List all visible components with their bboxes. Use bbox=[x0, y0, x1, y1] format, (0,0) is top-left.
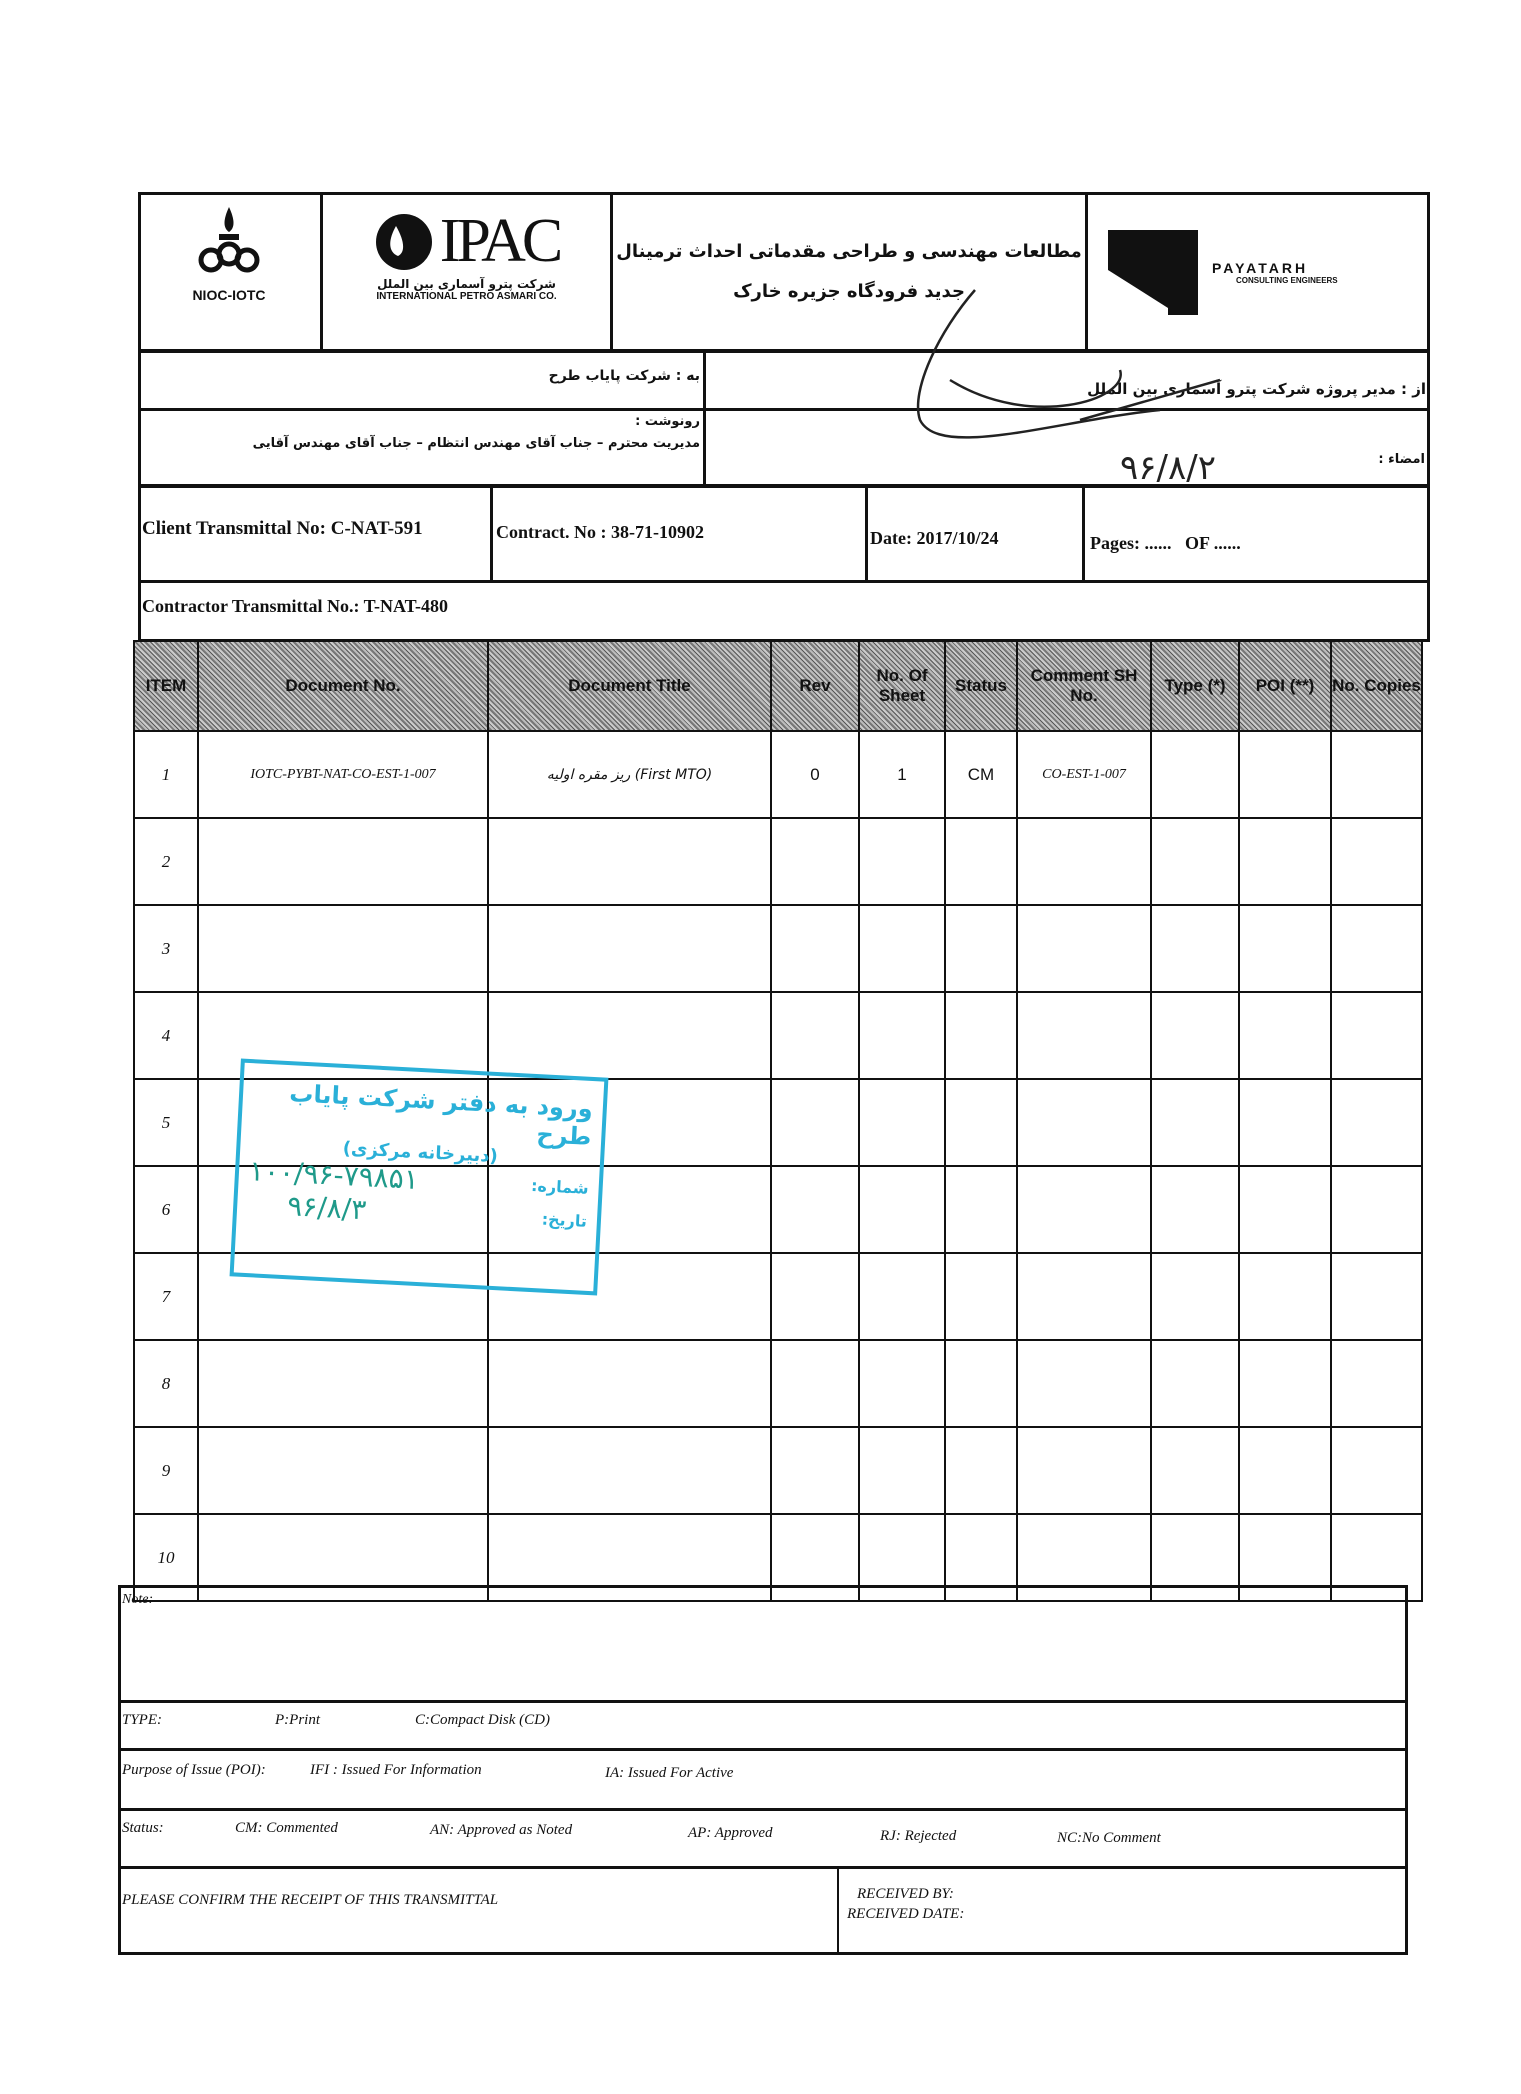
cell-poi bbox=[1239, 905, 1331, 992]
divider bbox=[490, 485, 493, 580]
cell-title bbox=[488, 992, 771, 1079]
divider bbox=[118, 1700, 1408, 1703]
type-cd: C:Compact Disk (CD) bbox=[415, 1712, 550, 1728]
cell-type bbox=[1151, 1079, 1239, 1166]
cell-comment bbox=[1017, 1079, 1151, 1166]
cell-type bbox=[1151, 905, 1239, 992]
handwritten-signature bbox=[880, 270, 1240, 500]
poi-ia: IA: Issued For Active bbox=[605, 1765, 734, 1781]
cell-poi bbox=[1239, 818, 1331, 905]
cell-comment: CO-EST-1-007 bbox=[1017, 731, 1151, 818]
cc-label: رونوشت : bbox=[635, 414, 700, 429]
cell-rev bbox=[771, 1253, 859, 1340]
status-ap: AP: Approved bbox=[688, 1825, 773, 1841]
cell-copies bbox=[1331, 818, 1422, 905]
nioc-caption: NIOC-IOTC bbox=[192, 287, 266, 303]
cell-item: 3 bbox=[134, 905, 198, 992]
stamp-number-label: شماره: bbox=[530, 1175, 590, 1198]
cell-doc-no: IOTC-PYBT-NAT-CO-EST-1-007 bbox=[198, 731, 488, 818]
cell-comment bbox=[1017, 1253, 1151, 1340]
cell-item: 10 bbox=[134, 1514, 198, 1601]
cell-copies bbox=[1331, 1253, 1422, 1340]
ipac-fa-name: شرکت پترو آسماری بین الملل bbox=[377, 277, 556, 291]
cell-rev bbox=[771, 905, 859, 992]
divider bbox=[118, 1866, 1408, 1869]
stamp-number-value: ۱۰۰/۹۶-۷۹۸۵۱ bbox=[248, 1154, 420, 1196]
cell-poi bbox=[1239, 1340, 1331, 1427]
column-header: ITEM bbox=[134, 641, 198, 731]
cell-sheets bbox=[859, 818, 945, 905]
ipac-drop-icon bbox=[374, 212, 434, 272]
contract-no: Contract. No : 38-71-10902 bbox=[496, 522, 704, 542]
confirm-receipt-text: PLEASE CONFIRM THE RECEIPT OF THIS TRANSMITTAL bbox=[122, 1892, 499, 1908]
cell-status bbox=[945, 1166, 1017, 1253]
cell-comment bbox=[1017, 992, 1151, 1079]
divider bbox=[118, 1808, 1408, 1811]
cell-sheets bbox=[859, 1253, 945, 1340]
stamp-line1: ورود به دفتر شرکت پایاب طرح bbox=[288, 1079, 594, 1151]
cell-copies bbox=[1331, 731, 1422, 818]
column-header: No. Copies bbox=[1331, 641, 1422, 731]
divider bbox=[703, 350, 706, 487]
cell-rev bbox=[771, 1427, 859, 1514]
table-row bbox=[134, 731, 1422, 818]
cell-doc-no bbox=[198, 905, 488, 992]
divider bbox=[837, 1866, 839, 1955]
cell-poi bbox=[1239, 731, 1331, 818]
cell-status bbox=[945, 1253, 1017, 1340]
cell-item: 7 bbox=[134, 1253, 198, 1340]
cell-copies bbox=[1331, 992, 1422, 1079]
cell-status: CM bbox=[945, 731, 1017, 818]
cell-status bbox=[945, 1340, 1017, 1427]
cell-sheets bbox=[859, 992, 945, 1079]
cell-comment bbox=[1017, 1166, 1151, 1253]
cell-rev: 0 bbox=[771, 731, 859, 818]
stamp-line2: (دبیرخانه مرکزی) bbox=[342, 1137, 499, 1168]
cell-title bbox=[488, 905, 771, 992]
stamp-date-label: تاریخ: bbox=[541, 1209, 588, 1231]
meta-box bbox=[138, 485, 1430, 642]
cell-type bbox=[1151, 1253, 1239, 1340]
column-header: Document Title bbox=[488, 641, 771, 731]
cell-status bbox=[945, 1079, 1017, 1166]
cell-copies bbox=[1331, 1079, 1422, 1166]
table-row bbox=[134, 905, 1422, 992]
cell-copies bbox=[1331, 1340, 1422, 1427]
column-header: POI (**) bbox=[1239, 641, 1331, 731]
cell-comment bbox=[1017, 1340, 1151, 1427]
cell-doc-no bbox=[198, 1427, 488, 1514]
column-header: Status bbox=[945, 641, 1017, 731]
status-an: AN: Approved as Noted bbox=[430, 1822, 573, 1838]
cell-sheets bbox=[859, 1427, 945, 1514]
cell-rev bbox=[771, 818, 859, 905]
type-print: P:Print bbox=[275, 1712, 320, 1728]
cell-status bbox=[945, 1427, 1017, 1514]
cell-type bbox=[1151, 1166, 1239, 1253]
cell-doc-no bbox=[198, 818, 488, 905]
cell-copies bbox=[1331, 1166, 1422, 1253]
cell-rev bbox=[771, 1079, 859, 1166]
cell-rev bbox=[771, 992, 859, 1079]
cell-type bbox=[1151, 731, 1239, 818]
status-nc: NC:No Comment bbox=[1057, 1830, 1161, 1846]
table-header-row bbox=[134, 641, 1422, 731]
cell-poi bbox=[1239, 1166, 1331, 1253]
note-label: Note: bbox=[122, 1592, 154, 1607]
cell-item: 1 bbox=[134, 731, 198, 818]
ipac-en-name: INTERNATIONAL PETRO ASMARI CO. bbox=[376, 291, 557, 302]
cell-rev bbox=[771, 1166, 859, 1253]
cell-item: 2 bbox=[134, 818, 198, 905]
poi-label: Purpose of Issue (POI): bbox=[122, 1762, 266, 1778]
received-stamp bbox=[230, 1059, 609, 1296]
cell-item: 6 bbox=[134, 1166, 198, 1253]
cell-sheets bbox=[859, 905, 945, 992]
divider bbox=[865, 485, 868, 580]
column-header: No. Of Sheet bbox=[859, 641, 945, 731]
client-transmittal-no: Client Transmittal No: C-NAT-591 bbox=[142, 518, 423, 539]
cell-item: 9 bbox=[134, 1427, 198, 1514]
stamp-date-value: ۹۶/۸/۳ bbox=[286, 1189, 368, 1227]
signature-label: امضاء : bbox=[1378, 452, 1425, 467]
ipac-logo-text: IPAC bbox=[439, 207, 560, 275]
cell-sheets bbox=[859, 1166, 945, 1253]
cell-comment bbox=[1017, 1427, 1151, 1514]
cc-value: مدیریت محترم – جناب آقای مهندس انتظام – جناب آقای مهندس آقایی bbox=[252, 436, 700, 451]
payatarh-name: PAYATARH bbox=[1212, 259, 1309, 276]
cell-comment bbox=[1017, 818, 1151, 905]
cell-copies bbox=[1331, 905, 1422, 992]
contractor-transmittal-no: Contractor Transmittal No.: T-NAT-480 bbox=[142, 596, 448, 616]
cell-item: 8 bbox=[134, 1340, 198, 1427]
divider bbox=[1082, 485, 1085, 580]
cell-status bbox=[945, 992, 1017, 1079]
ipac-logo-cell bbox=[323, 192, 613, 352]
column-header: Document No. bbox=[198, 641, 488, 731]
divider bbox=[118, 1748, 1408, 1751]
column-header: Rev bbox=[771, 641, 859, 731]
received-by-label: RECEIVED BY: bbox=[857, 1886, 954, 1902]
nioc-logo-icon bbox=[189, 202, 269, 282]
pages: Pages: ...... OF ...... bbox=[1090, 533, 1241, 553]
divider bbox=[138, 580, 1430, 583]
payatarh-sub: CONSULTING ENGINEERS bbox=[1236, 275, 1338, 285]
cell-rev bbox=[771, 1340, 859, 1427]
table-row bbox=[134, 1427, 1422, 1514]
cell-title: ریز مقره اولیه (First MTO) bbox=[488, 731, 771, 818]
handwritten-number: ۹۶/۸/۲ bbox=[1120, 448, 1216, 488]
cell-type bbox=[1151, 818, 1239, 905]
cell-type bbox=[1151, 1340, 1239, 1427]
cell-copies bbox=[1331, 1427, 1422, 1514]
from-field: از : مدیر پروژه شرکت پترو آسماری بین الملل bbox=[1087, 380, 1426, 398]
nioc-logo-cell bbox=[138, 192, 323, 352]
cell-item: 5 bbox=[134, 1079, 198, 1166]
cell-title bbox=[488, 1427, 771, 1514]
cell-status bbox=[945, 905, 1017, 992]
cell-title bbox=[488, 1340, 771, 1427]
cell-type bbox=[1151, 1427, 1239, 1514]
status-rj: RJ: Rejected bbox=[880, 1828, 957, 1844]
type-label: TYPE: bbox=[122, 1712, 163, 1728]
status-label: Status: bbox=[122, 1820, 164, 1836]
cell-sheets bbox=[859, 1079, 945, 1166]
received-date-label: RECEIVED DATE: bbox=[847, 1906, 965, 1922]
cell-type bbox=[1151, 992, 1239, 1079]
to-field: به : شرکت پایاب طرح bbox=[548, 368, 700, 384]
cell-comment bbox=[1017, 905, 1151, 992]
date: Date: 2017/10/24 bbox=[870, 528, 999, 548]
project-title-line1: مطالعات مهندسی و طراحی مقدماتی احداث ترمینال bbox=[616, 241, 1082, 262]
column-header: Comment SH No. bbox=[1017, 641, 1151, 731]
cell-doc-no bbox=[198, 1340, 488, 1427]
cell-poi bbox=[1239, 1079, 1331, 1166]
cell-poi bbox=[1239, 1427, 1331, 1514]
table-row bbox=[134, 818, 1422, 905]
status-cm: CM: Commented bbox=[235, 1820, 338, 1836]
cell-poi bbox=[1239, 1253, 1331, 1340]
column-header: Type (*) bbox=[1151, 641, 1239, 731]
cell-item: 4 bbox=[134, 992, 198, 1079]
cell-status bbox=[945, 818, 1017, 905]
cell-title bbox=[488, 818, 771, 905]
table-row bbox=[134, 1340, 1422, 1427]
cell-poi bbox=[1239, 992, 1331, 1079]
cell-sheets bbox=[859, 1340, 945, 1427]
project-title-line2: جدید فرودگاه جزیره خارک bbox=[733, 281, 965, 302]
poi-ifi: IFI : Issued For Information bbox=[310, 1762, 482, 1778]
cell-sheets: 1 bbox=[859, 731, 945, 818]
